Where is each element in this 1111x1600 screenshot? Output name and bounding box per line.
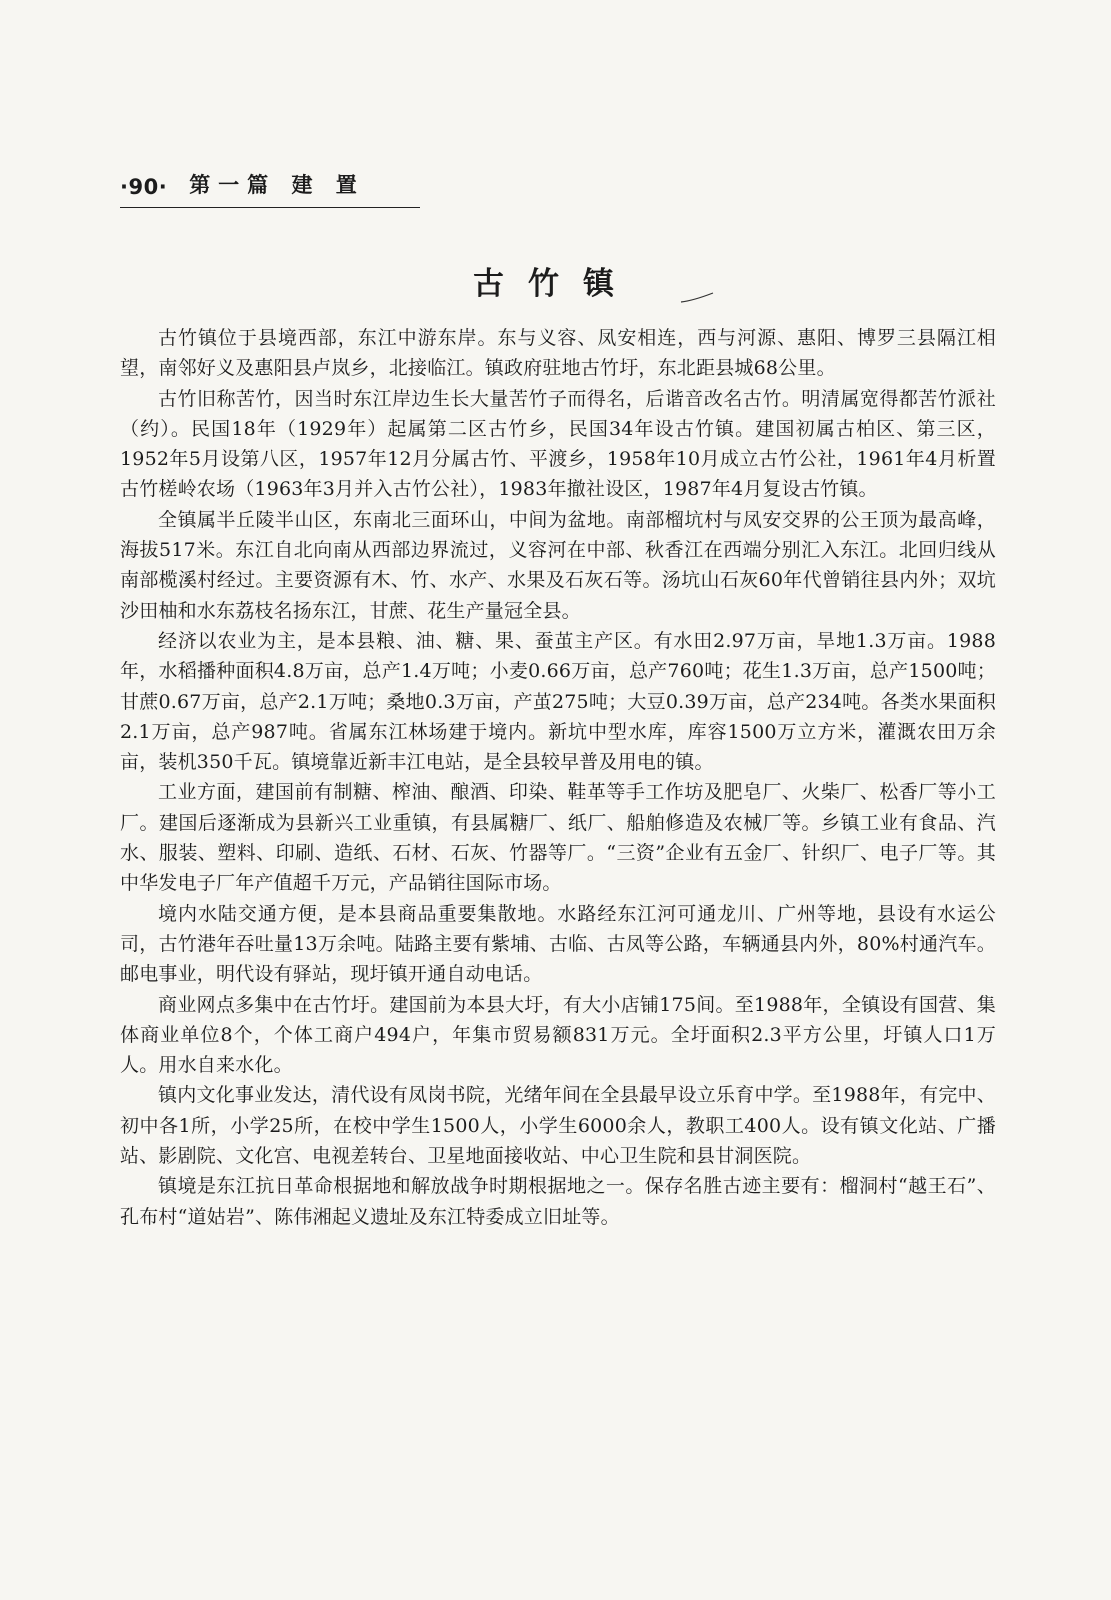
paragraph-industry: 工业方面，建国前有制糖、榨油、酿酒、印染、鞋革等手工作坊及肥皂厂、火柴厂、松香厂等小工厂。建国后逐渐成为县新兴工业重镇，有县属糖厂、纸厂、船舶修造及农械厂等。乡镇工业有食品、汽水、服装、塑料、印刷、造纸、石材、石灰、竹器等厂。“三资”企业有五金厂、针织厂、电子厂等。其中华发电子厂年产值超千万元，产品销往国际市场。	[120, 781, 996, 895]
page-title: 古竹镇	[473, 266, 638, 302]
running-header	[120, 168, 420, 208]
paragraph-history: 古竹旧称苦竹，因当时东江岸边生长大量苦竹子而得名，后谐音改名古竹。明清属宽得都苦竹派社（约）。民国18年（1929年）起属第二区古竹乡，民国34年设古竹镇。建国初属古柏区、第三区，1952年5月设第八区，1957年12月分属古竹、平渡乡，1958年10月成立古竹公社，1961年4月析置古竹槎岭农场（1963年3月并入古竹公社），1983年撤社设区，1987年4月复设古竹镇。	[120, 387, 996, 501]
paragraph-heritage: 镇境是东江抗日革命根据地和解放战争时期根据地之一。保存名胜古迹主要有：榴洞村“越王石”、孔布村“道姑岩”、陈伟湘起义遗址及东江特委成立旧址等。	[120, 1175, 996, 1228]
paragraph-culture: 镇内文化事业发达，清代设有凤岗书院，光绪年间在全县最早设立乐育中学。至1988年，有完中、初中各1所，小学25所，在校中学生1500人，小学生6000余人，教职工400人。设有镇文化站、广播站、影剧院、文化宫、电视差转台、卫星地面接收站、中心卫生院和县甘洞医院。	[120, 1084, 996, 1168]
section-label: 第一篇 建 置	[189, 172, 365, 197]
page-number: ·90·	[120, 175, 168, 199]
pen-mark-icon	[680, 292, 714, 304]
paragraph-transport: 境内水陆交通方便，是本县商品重要集散地。水路经东江河可通龙川、广州等地，县设有水运公司，古竹港年吞吐量13万余吨。陆路主要有紫埔、古临、古凤等公路，车辆通县内外，80%村通汽车。邮电事业，明代设有驿站，现圩镇开通自动电话。	[120, 902, 996, 986]
paragraph-geography: 全镇属半丘陵半山区，东南北三面环山，中间为盆地。南部榴坑村与凤安交界的公王顶为最高峰，海拔517米。东江自北向南从西部边界流过，义容河在中部、秋香江在西端分别汇入东江。北回归线从南部榄溪村经过。主要资源有木、竹、水产、水果及石灰石等。汤坑山石灰60年代曾销往县内外；双坑沙田柚和水东荔枝名扬东江，甘蔗、花生产量冠全县。	[120, 508, 996, 622]
body-text	[120, 323, 996, 1232]
paragraph-location: 古竹镇位于县境西部，东江中游东岸。东与义容、凤安相连，西与河源、惠阳、博罗三县隔江相望，南邻好义及惠阳县卢岚乡，北接临江。镇政府驻地古竹圩，东北距县城68公里。	[120, 327, 996, 380]
paragraph-agriculture: 经济以农业为主，是本县粮、油、糖、果、蚕茧主产区。有水田2.97万亩，旱地1.3万亩。1988年，水稻播种面积4.8万亩，总产1.4万吨；小麦0.66万亩，总产760吨；花生1.3万亩，总产1500吨；甘蔗0.67万亩，总产2.1万吨；桑地0.3万亩，产茧275吨；大豆0.39万亩，总产234吨。各类水果面积2.1万亩，总产987吨。省属东江林场建于境内。新坑中型水库，库容1500万立方米，灌溉农田万余亩，装机350千瓦。镇境靠近新丰江电站，是全县较早普及用电的镇。	[120, 629, 996, 774]
paragraph-commerce: 商业网点多集中在古竹圩。建国前为本县大圩，有大小店铺175间。至1988年，全镇设有国营、集体商业单位8个，个体工商户494户，年集市贸易额831万元。全圩面积2.3平方公里，圩镇人口1万人。用水自来水化。	[120, 993, 996, 1077]
